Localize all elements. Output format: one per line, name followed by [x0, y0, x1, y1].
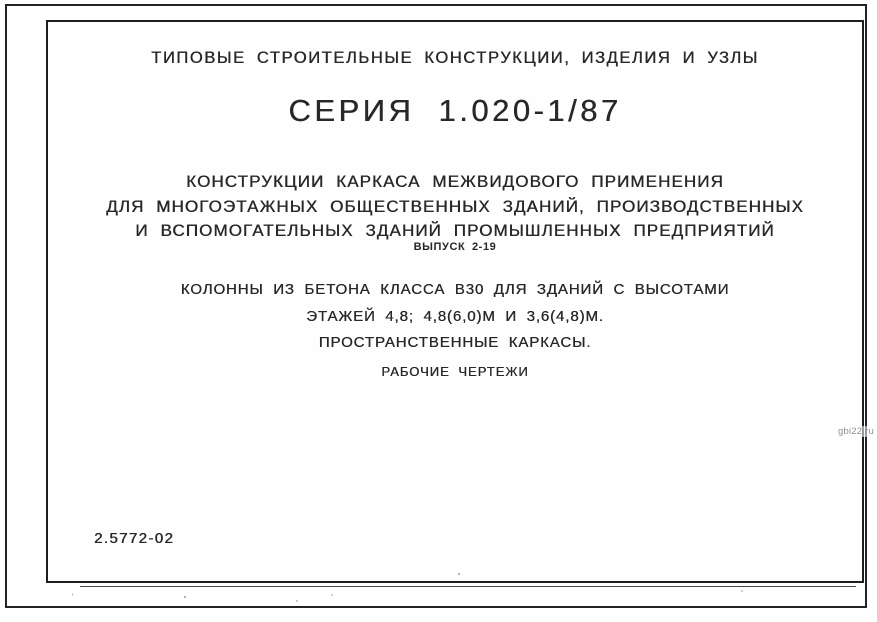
application-line-1: КОНСТРУКЦИИ КАРКАСА МЕЖВИДОВОГО ПРИМЕНЕНИЯ: [186, 172, 724, 191]
issue-number-label: ВЫПУСК 2-19: [413, 241, 497, 253]
subject-paragraph: [46, 277, 864, 357]
scan-speck: [458, 573, 460, 575]
application-line-3: И ВСПОМОГАТЕЛЬНЫХ ЗДАНИЙ ПРОМЫШЛЕННЫХ ПРЕДПРИЯТИЙ: [135, 221, 775, 241]
subject-line-2: ЭТАЖЕЙ 4,8; 4,8(6,0)М И 3,6(4,8)М.: [306, 307, 604, 325]
application-line-2: ДЛЯ МНОГОЭТАЖНЫХ ОБЩЕСТВЕННЫХ ЗДАНИЙ, ПРОИЗВОДСТВЕННЫХ: [106, 196, 804, 216]
subject-line-3: ПРОСТРАНСТВЕННЫЕ КАРКАСЫ.: [318, 334, 592, 352]
working-drawings-label: РАБОЧИЕ ЧЕРТЕЖИ: [381, 364, 529, 379]
scan-speck: [72, 593, 73, 596]
subject-line-1: КОЛОННЫ ИЗ БЕТОНА КЛАССА В30 ДЛЯ ЗДАНИЙ С ВЫСОТАМИ: [180, 281, 730, 298]
scan-speck: [741, 590, 743, 592]
series-title: СЕРИЯ 1.020-1/87: [288, 93, 622, 128]
scan-speck: [296, 600, 298, 602]
site-watermark: gbi22.ru: [838, 426, 874, 437]
application-paragraph: [46, 170, 864, 244]
scan-speck: [331, 594, 333, 596]
document-number: 2.5772-02: [94, 530, 175, 547]
scan-speck: [184, 596, 186, 598]
inner-frame-bottom-rule: [80, 586, 856, 587]
document-category-line: ТИПОВЫЕ СТРОИТЕЛЬНЫЕ КОНСТРУКЦИИ, ИЗДЕЛИЯ И УЗЛЫ: [151, 49, 759, 67]
